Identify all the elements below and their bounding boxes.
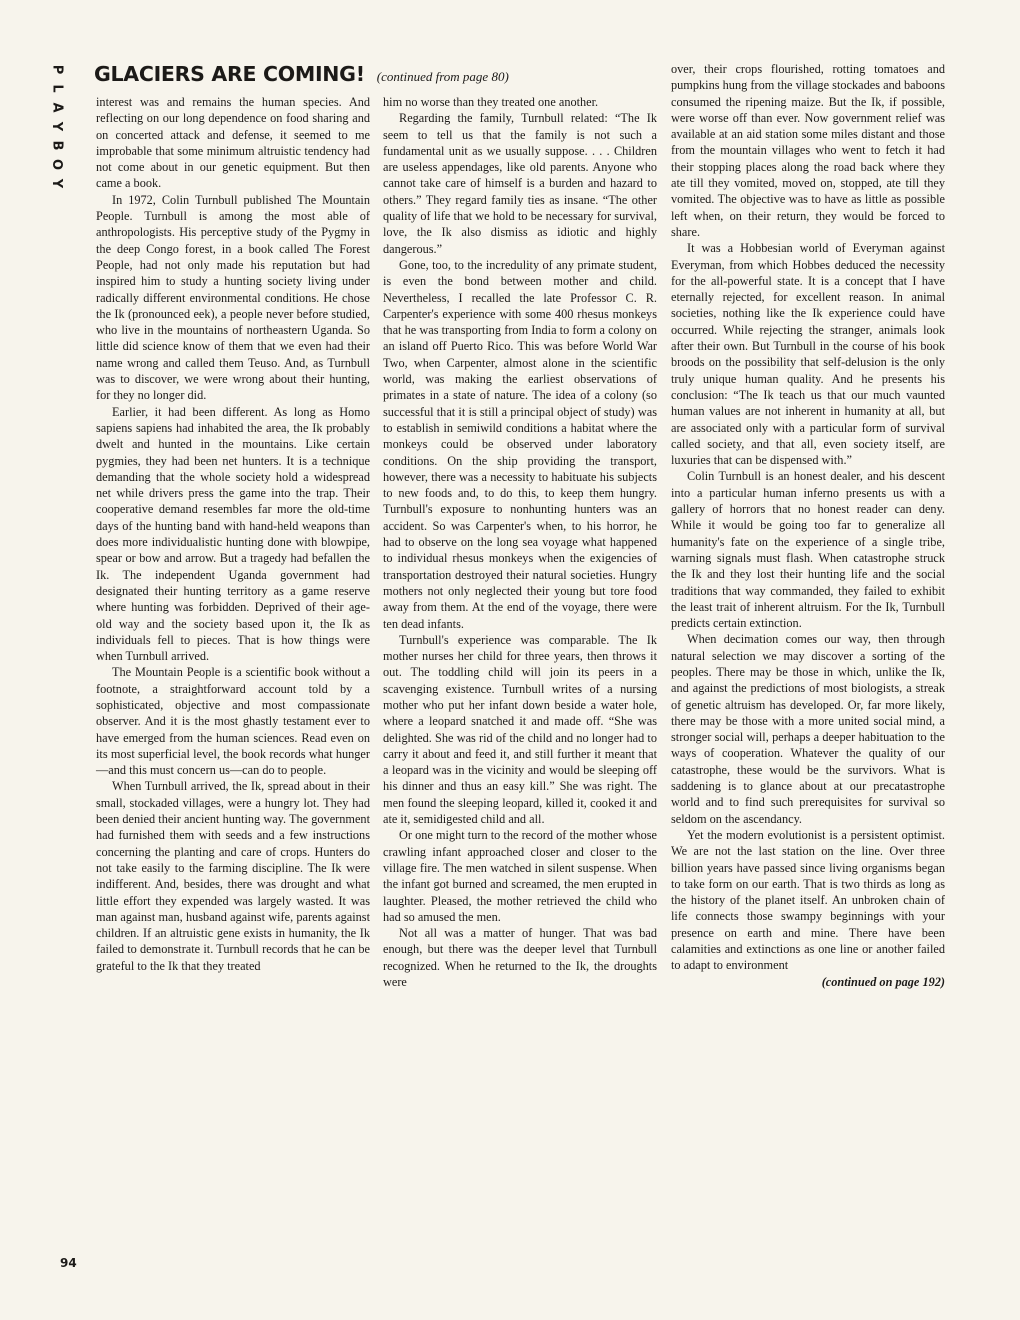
masthead-letter: Y — [49, 121, 65, 132]
magazine-masthead-vertical — [44, 60, 70, 193]
masthead-letter: P — [49, 64, 65, 75]
paragraph: Or one might turn to the record of the mother whose crawling infant approached closer and closer to the village fire. The men watched in silent suspense. When the infant got burned and screamed, the men erupted in laughter. Pleased, the mother retrieved the child who had so amused the men. — [383, 828, 657, 924]
paragraph: In 1972, Colin Turnbull published The Mountain People. Turnbull is among the most able of anthropologists. His perceptive study of the Pygmy in the deep Congo forest, in a book called The Forest People, had not only made his reputation but had inspired him to study a hunting society living under radically different environmental conditions. He chose the Ik (pronounced eek), a people never before studied, who live in the mountains of northeastern Uganda. So little did science know of them that we even had their name wrong and called them Teuso. And, as Turnbull was to discover, we were wrong about their hunting, for they no longer did. — [96, 192, 370, 403]
article-headline — [94, 62, 509, 86]
paragraph: Regarding the family, Turnbull related: “The Ik seem to tell us that the family is not such a fundamental unit as we usually suppose. . . . Children are useless appendages, like old parents. Anyone who cannot take care of himself is a burden and hazard to others.” They regard family ties as insane. “The other quality of life that we hold to be necessary for survival, love, the Ik also dismiss as idiotic and highly dangerous.” — [383, 111, 657, 256]
text-column-1 — [96, 94, 370, 974]
paragraph: Gone, too, to the incredulity of any primate student, is even the bond between mother and child. Nevertheless, I recalled the late Professor C. R. Carpenter's experience with some 400 rhesus monkeys that he was transporting from India to form a colony on an island off Puerto Rico. This was before World War Two, when Carpenter, almost alone in the scientific world, was making the earliest observations of primates in a state of nature. The idea of a colony (so successful that it is still a principal object of study) was to establish in semiwild conditions a habitat where the monkeys could be observed under laboratory conditions. On the ship providing the transport, however, there was a necessity to habituate his subjects to new foods and, to do this, to keep them hungry. Turnbull's exposure to nonhunting hunters was an accident. So was Carpenter's when, to his horror, he had to observe on the long sea voyage what happened to individual rhesus monkeys when the exigencies of transportation destroyed their natural societies. Hungry mothers not only neglected their young but tore food away from them. At the end of the voyage, there were ten dead infants. — [383, 257, 657, 631]
paragraph: Not all was a matter of hunger. That was bad enough, but there was the deeper level that Turnbull recognized. When he returned to the Ik, the droughts were — [383, 926, 657, 990]
headline-title: GLACIERS ARE COMING! — [94, 62, 365, 86]
paragraph: It was a Hobbesian world of Everyman against Everyman, from which Hobbes deduced the necessity for the all-powerful state. It is a concept that I have eternally rejected, for excellent reason. In animal societies, nothing like the Ik experience could have occurred. While rejecting the stranger, animals look after their own. But Turnbull in the course of his book broods on the possibility that self-delusion is the only truly unique human quality. And he presents his conclusion: “The Ik teach us that our much vaunted human values are not inherent in humanity at all, but are associated only with a particular form of survival called society, and that all, even society itself, are luxuries that can be dispensed with.” — [671, 241, 945, 468]
masthead-letter: A — [49, 102, 65, 113]
masthead-letter: Y — [49, 178, 65, 189]
text-column-3 — [671, 61, 945, 990]
masthead-letter: L — [49, 84, 65, 93]
masthead-letter: O — [49, 158, 65, 171]
paragraph: over, their crops flourished, rotting tomatoes and pumpkins hung from the village stockades and baboons consumed the ripening maize. But the Ik, if possible, were worse off than ever. Now government relief was available at an aid station some miles distant and those from the mountain villages who went to fetch it had their stopping places along the road back where they ate till they vomited, moved on, stopped, ate till they vomited. The objective was to have as little as possible left when, on their return, they would be forced to share. — [671, 62, 945, 239]
paragraph: When decimation comes our way, then through natural selection we may discover a sorting of the peoples. There may be those in which, unlike the Ik, and against the predictions of most biologists, a streak of genetic altruism has developed. Or, far more likely, there may be those with a more united social mind, a stronger social will, perhaps a deeper habituation to the ways of cooperation. Whatever the quality of our catastrophe, these would be the survivors. What is saddening is to glance about at our precatastrophe world and to find such prerequisites for survival so seldom on the ascendancy. — [671, 632, 945, 826]
paragraph: The Mountain People is a scientific book without a footnote, a straightforward account told by a sophisticated, objective and most compassionate observer. And it is the most ghastly testament ever to have emerged from the human sciences. Read even on its most superficial level, the book records what hunger—and this must concern us—can do to people. — [96, 665, 370, 778]
paragraph: Colin Turnbull is an honest dealer, and his descent into a particular human inferno presents us with a gallery of horrors that no honest reader can deny. While it would be going too far to generalize all humanity's fate on the experience of a single tribe, warning signals must flash. When catastrophe struck the Ik and they lost their hunting life and the social traditions that way commanded, they failed to exhibit the least trait of inherent altruism. For the Ik, Turnbull predicts certain extinction. — [671, 469, 945, 631]
paragraph: When Turnbull arrived, the Ik, spread about in their small, stockaded villages, were a hungry lot. They had been denied their ancient hunting way. The government had furnished them with seeds and a few instructions concerning the planting and care of crops. Hunters do not take easily to the farming discipline. The Ik were indifferent. And, besides, there was drought and what little effort they expended was largely wasted. It was man against man, husband against wife, parents against children. If an altruistic gene exists in humanity, the Ik failed to demonstrate it. Turnbull records that he can be grateful to the Ik that they treated — [96, 779, 370, 973]
paragraph: Yet the modern evolutionist is a persistent optimist. We are not the last station on the line. Over three billion years have passed since living organisms began to take form on our earth. That is two thirds as long as the history of the planet itself. An unbroken chain of life connects those swampy beginnings with your presence on earth and mine. There have been calamities and extinctions as one line or another failed to adapt to environment — [671, 827, 945, 973]
continued-from-note: (continued from page 80) — [376, 69, 509, 84]
paragraph: him no worse than they treated one another. — [383, 95, 599, 109]
masthead-letter: B — [49, 140, 65, 151]
paragraph: Earlier, it had been different. As long as Homo sapiens sapiens had inhabited the area, the Ik probably dwelt and hunted in the mountains. Like certain pygmies, they had been net hunters. It is a technique demanding that the whole society hold a widespread net while drivers press the game into the trap. Their cooperative demand resembles far more the old-time days of the hunting band with hand-held weapons than does more individualistic hunting done with blowpipe, spear or bow and arrow. But a tragedy had befallen the Ik. The independent Uganda government had designated their hunting territory as a game reserve where hunting was forbidden. Deprived of their age-old way and the society based upon it, the Ik as individuals fell to pieces. That is how things were when Turnbull arrived. — [96, 404, 370, 664]
continued-on-note: (continued on page 192) — [821, 974, 945, 989]
text-column-2 — [383, 94, 657, 990]
page-number: 94 — [60, 1256, 77, 1270]
paragraph: interest was and remains the human species. And reflecting on our long dependence on food sharing and on concerted attack and defense, it seemed to me improbable that some minimum altruistic tendency had not come about in our genetic equipment. But then came a book. — [96, 95, 370, 191]
paragraph: Turnbull's experience was comparable. The Ik mother nurses her child for three years, then throws it out. The toddling child will join its peers in a scavenging existence. Turnbull writes of a nursing mother who put her infant down beside a water hole, where a leopard snatched it and made off. “She was delighted. She was rid of the child and no longer had to carry it about and feed it, and still further it meant that a leopard was in the vicinity and would be sleeping off his dinner and thus an easy kill.” She was right. The men found the sleeping leopard, killed it, cooked it and ate it, semidigested child and all. — [383, 632, 657, 827]
